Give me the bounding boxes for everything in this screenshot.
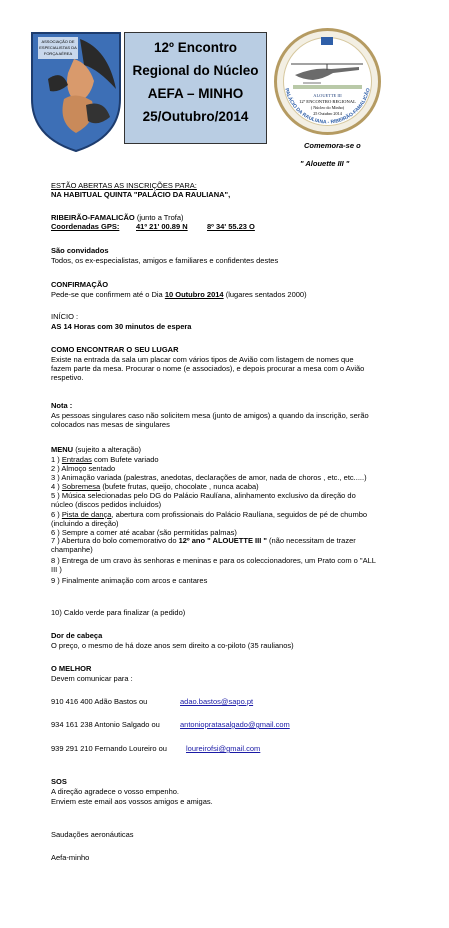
gps-north: 41º 21' 00.89 N (136, 222, 188, 231)
gps-west: 8º 34' 55.23 O (207, 222, 255, 231)
medal-line-3: ( Núcleo do Minho) (310, 105, 345, 110)
menu-item-8-cont: III ) (51, 565, 62, 574)
contact-3-email-link[interactable]: loureirofsi@gmail.com (186, 744, 261, 753)
invited-text: Todos, os ex-especialistas, amigos e familiares e confidentes destes (51, 256, 279, 265)
find-seat-heading: COMO ENCONTRAR O SEU LUGAR (51, 345, 179, 354)
title-line-1: 12º Encontro (154, 40, 237, 55)
sos-line-1: A direção agradece o vosso empenho. (51, 787, 180, 796)
medal-line-2: 12º ENCONTRO REGIONAL (299, 99, 356, 104)
title-line-2: Regional do Núcleo (132, 63, 259, 78)
closing-signature: Aefa-minho (51, 853, 90, 862)
best-text: Devem comunicar para : (51, 674, 133, 683)
menu-item-9: 9 ) Finalmente animação com arcos e cantares (51, 576, 208, 585)
commemorate-line-2: " Alouette III " (300, 159, 350, 168)
gps-label: Coordenadas GPS: (51, 222, 120, 231)
svg-text:ASSOCIAÇÃO DE: ASSOCIAÇÃO DE (41, 39, 75, 44)
note-line-1: As pessoas singulares caso não solicitem mesa (junto de amigos) a quando da inscrição, serão (51, 411, 369, 420)
venue-line: NA HABITUAL QUINTA "PALÁCIO DA RAULIANA", (51, 190, 231, 199)
registrations-heading: ESTÃO ABERTAS AS INSCRIÇÕES PARA: (51, 181, 197, 190)
svg-text:FORÇA AÉREA: FORÇA AÉREA (43, 51, 73, 56)
best-heading: O MELHOR (51, 664, 92, 673)
find-seat-line-3: respetivo. (51, 373, 84, 382)
menu-item: núcleo (discos pedidos incluidos) (51, 500, 162, 509)
menu-item: 5 ) Música selecionadas pelo DG do Palácio Raulíana, alinhamento exclusivo da direção do (51, 491, 356, 500)
menu-item: 6 ) Sempre a comer até acabar (são permitidas palmas) (51, 528, 237, 537)
menu-item-10: 10) Caldo verde para finalizar (a pedido) (51, 608, 186, 617)
confirmation-text: Pede-se que confirmem até o Dia 10 Outubro 2014 (lugares sentados 2000) (51, 290, 307, 299)
note-heading: Nota : (51, 401, 73, 410)
menu-item: 6 ) Pista de dança, abertura com profissionais do Palácio Raulíana, seguidos de pé de chumbo (51, 510, 368, 519)
event-title-box (124, 32, 267, 144)
cost-text: O preço, o mesmo de há doze anos sem direito a co-piloto (35 raulianos) (51, 641, 294, 650)
closing-greeting: Saudações aeronáuticas (51, 830, 134, 839)
menu-item: (incluindo a direção) (51, 519, 119, 528)
invited-heading: São convidados (51, 246, 109, 255)
confirmation-heading: CONFIRMAÇÃO (51, 280, 109, 289)
cost-heading: Dor de cabeça (51, 631, 103, 640)
menu-item: 2 ) Almoço sentado (51, 464, 116, 473)
medal-line-1: ALOUETTE III (313, 93, 342, 98)
contact-1-phone: 910 416 400 Adão Bastos ou (51, 697, 148, 706)
start-text: AS 14 Horas com 30 minutos de espera (51, 322, 192, 331)
start-heading: INÍCIO : (51, 312, 79, 321)
medal-ring-text: PALÁCIO DA RAULIANA - RIBEIRÃO-FAMALICÃO (283, 87, 372, 126)
menu-item-7-cont: champanhe) (51, 545, 93, 554)
aefa-shield-logo (28, 29, 124, 155)
contact-2-phone: 934 161 238 Antonio Salgado ou (51, 720, 160, 729)
menu-item: 1 ) Entradas com Bufete variado (51, 455, 159, 464)
menu-heading: MENU (sujeito a alteração) (51, 445, 142, 454)
contact-1-email-link[interactable]: adao.bastos@sapo.pt (180, 697, 254, 706)
sos-line-2: Enviem este email aos vossos amigos e amigas. (51, 797, 213, 806)
menu-item-7: 7 ) Abertura do bolo comemorativo do 12º ano " ALOUETTE III " (não necessitam de trazer (51, 536, 356, 545)
sos-heading: SOS (51, 777, 67, 786)
place-line: RIBEIRÃO-FAMALICÃO (junto a Trofa) (51, 213, 184, 222)
svg-text:ESPECIALISTAS DA: ESPECIALISTAS DA (39, 45, 77, 50)
contact-3-phone: 939 291 210 Fernando Loureiro ou (51, 744, 167, 753)
medal-line-4: 25 Outubro 2014 (313, 111, 342, 116)
title-line-4: 25/Outubro/2014 (142, 109, 249, 124)
commemorate-line-1: Comemora-se o (304, 141, 361, 150)
note-line-2: colocados nas mesas de singulares (51, 420, 170, 429)
contact-2-email-link[interactable]: antoniopratasalgado@gmail.com (180, 720, 290, 729)
menu-item-8: 8 ) Entrega de um cravo às senhoras e meninas e para os coleccionadores, um Prato com o "ALL (51, 556, 376, 565)
menu-item: 4 ) Sobremesa (bufete frutas, queijo, chocolate , nunca acaba) (51, 482, 259, 491)
menu-item: 3 ) Animação variada (palestras, anedotas, declarações de amor, nada de choros , etc., etc.....) (51, 473, 367, 482)
find-seat-line-1: Existe na entrada da sala um placar com vários tipos de Avião com listagem de nomes que (51, 355, 354, 364)
find-seat-line-2: fazem parte da mesa. Procurar o nome (e associados), e depois procurar a mesa com o Avião (51, 364, 365, 373)
title-line-3: AEFA – MINHO (147, 86, 244, 101)
alouette-medal (273, 27, 382, 136)
